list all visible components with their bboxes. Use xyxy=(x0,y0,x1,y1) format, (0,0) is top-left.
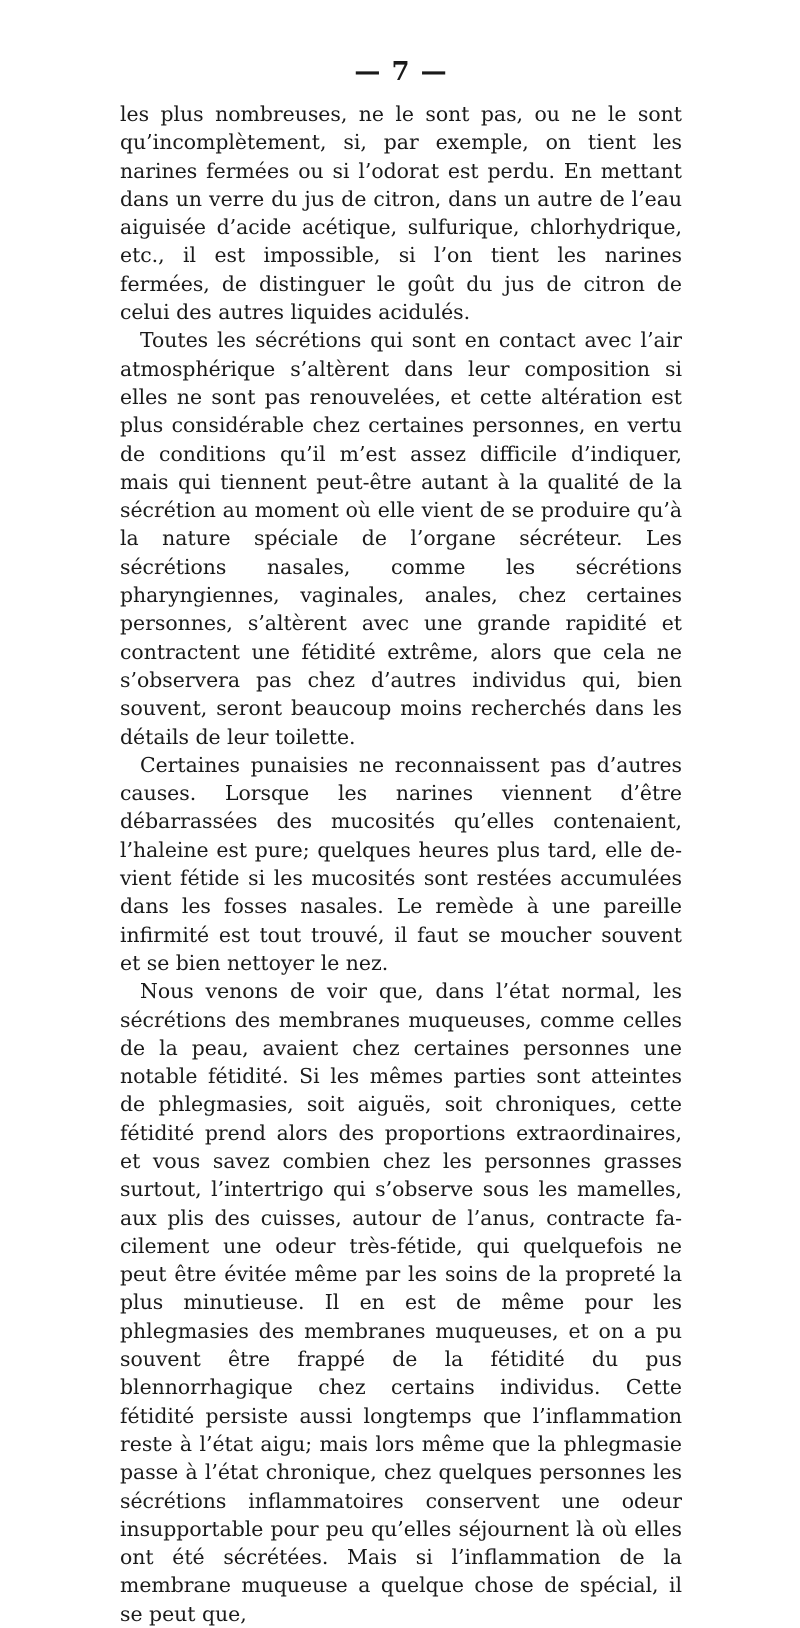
paragraph-3: Certaines punaisies ne reconnaissent pas d’autres causes. Lorsque les narines viennent d’être débarrassées des mucosités qu’elles contenaient, l’haleine est pure; quelques heures plus tard, elle devient fétide si les mucosités sont restées accumulées dans les fosses nasales. Le remède à une pareille infirmité est tout trouvé, il faut se moucher souvent et se bien nettoyer le nez. xyxy=(120,752,682,975)
page-number: — 7 — xyxy=(354,57,448,87)
paragraph-1: les plus nombreuses, ne le sont pas, ou ne le sont qu’incomplètement, si, par exemple, on tient les narines fermées ou si l’odorat est perdu. En mettant dans un verre du jus de citron, dans un autre de l’eau aiguisée d’acide acétique, sulfurique, chlorhydrique, etc., il est impossible, si l’on tient les narines fermées, de distinguer le goût du jus de citron de celui des autres liquides acidulés. xyxy=(120,102,682,325)
paragraph-2: Toutes les sécrétions qui sont en contact avec l’air atmosphérique s’altèrent dans leur composition si elles ne sont pas renouvelées, et cette altération est plus considérable chez certaines personnes, en vertu de conditions qu’il m’est assez difficile d’indiquer, mais qui tiennent peut-être autant à la qualité de la sécrétion au moment où elle vient de se produire qu’à la nature spéciale de l’organe sécréteur. Les sécrétions nasales, comme les sécrétions pharyngiennes, vaginales, anales, chez certaines personnes, s’altèrent avec une grande rapidité et contractent une fétidité extrême, alors que cela ne s’observera pas chez d’autres individus qui, bien souvent, seront beaucoup moins recherchés dans les détails de leur toilette. xyxy=(120,328,682,749)
paragraph-4: Nous venons de voir que, dans l’état normal, les sécrétions des membranes muqueuses, comme celles de la peau, avaient chez certaines personnes une notable fétidité. Si les mêmes parties sont atteintes de phlegmasies, soit aiguës, soit chroniques, cette fétidité prend alors des proportions extraordinaires, et vous savez combien chez les personnes grasses surtout, l’intertrigo qui s’observe sous les mamelles, aux plis des cuisses, autour de l’anus, contracte facilement une odeur très-fétide, qui quelquefois ne peut être évitée même par les soins de la propreté la plus minutieuse. Il en est de même pour les phlegmasies des membranes muqueuses, et on a pu souvent être frappé de la fétidité du pus blennorrhagique chez certains individus. Cette fétidité persiste aussi longtemps que l’inflammation reste à l’état aigu; mais lors même que la phlegmasie passe à l’état chronique, chez quelques personnes les sécrétions inflammatoires conservent une odeur insupportable pour peu qu’elles séjournent là où elles ont été sécrétées. Mais si l’inflammation de la membrane muqueuse a quelque chose de spécial, il se peut que, xyxy=(120,979,682,1626)
